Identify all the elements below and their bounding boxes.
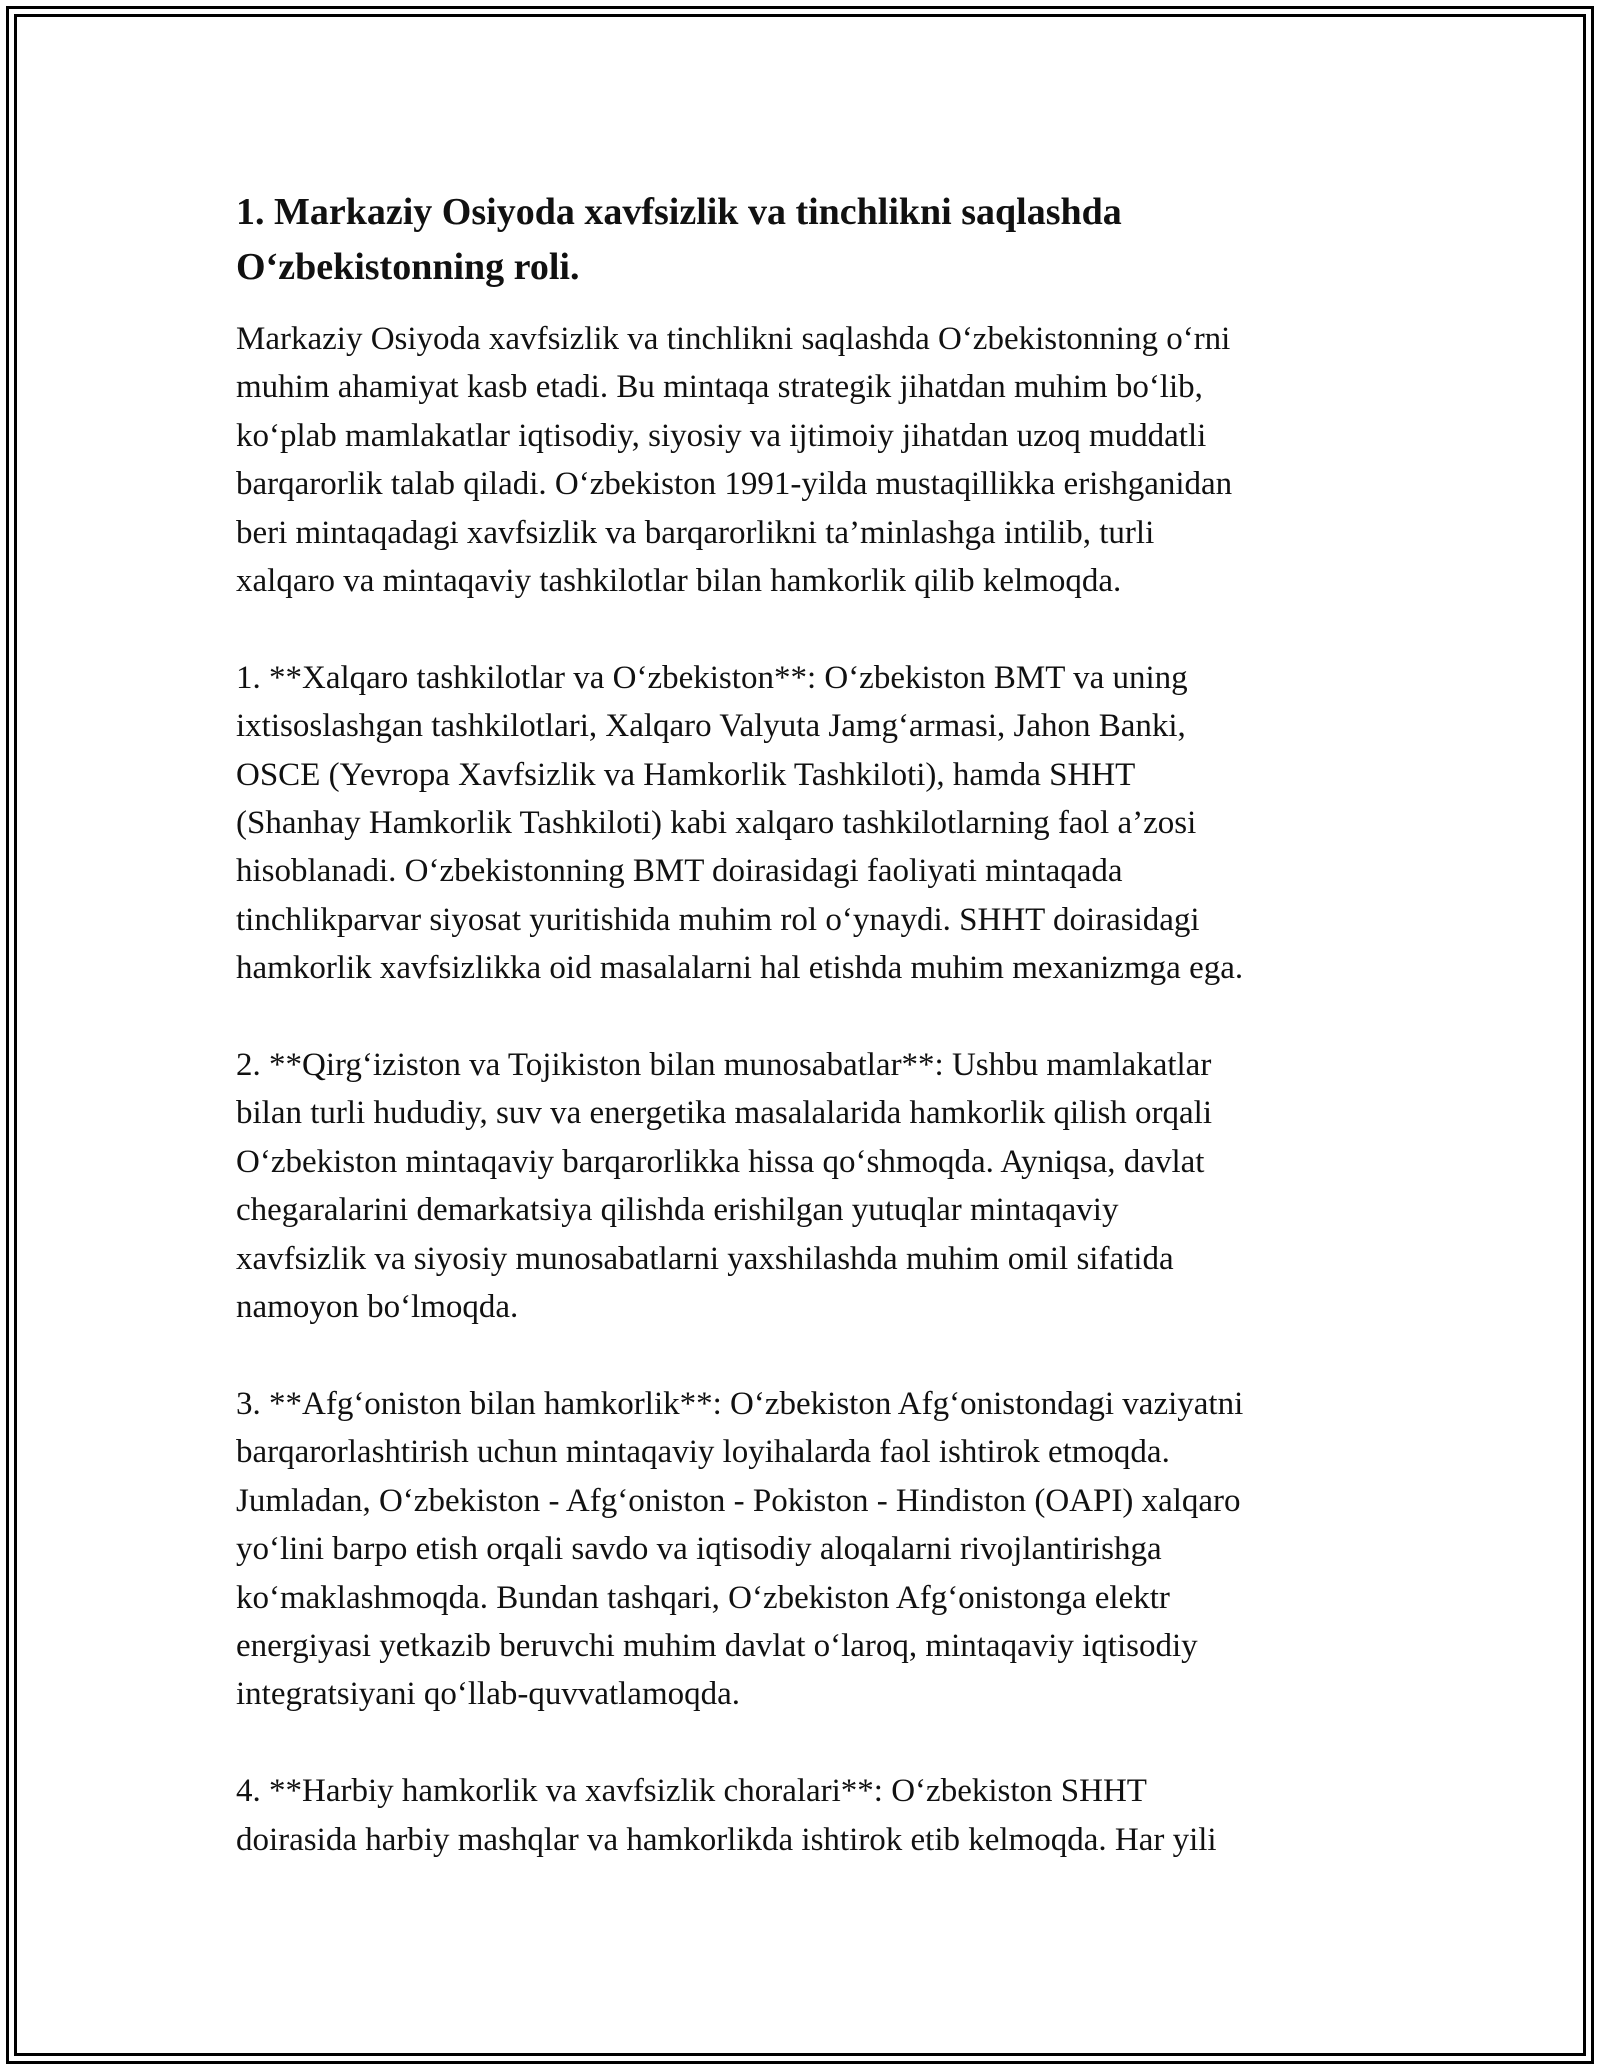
intro-paragraph: Markaziy Osiyoda xavfsizlik va tinchlikni saqlashda O‘zbekistonning o‘rni muhim ahamiyat kasb etadi. Bu mintaqa strategik jihatdan muhim bo‘lib, ko‘plab mamlakatlar iqtisodiy, siyosiy va ijtimoiy jihatdan uzoq muddatli barqarorlik talab qiladi. O‘zbekiston 1991-yilda mustaqillikka erishganidan beri mintaqadagi xavfsizlik va barqarorlikni ta’minlashga intilib, turli xalqaro va mintaqaviy tashkilotlar bilan hamkorlik qilib kelmoqda. bbox=[236, 321, 1233, 600]
document-title: 1. Markaziy Osiyoda xavfsizlik va tinchlikni saqlashda O‘zbekistonning roli. bbox=[236, 191, 1122, 288]
section-afghanistan: 3. **Afg‘oniston bilan hamkorlik**: O‘zbekiston Afg‘onistondagi vaziyatni barqarorlashtirish uchun mintaqaviy loyihalarda faol ishtirok etmoqda. Jumladan, O‘zbekiston - Afg‘oniston - Pokiston - Hindiston (OAPI) xalqaro yo‘lini barpo etish orqali savdo va iqtisodiy aloqalarni rivojlantirishga ko‘maklashmoqda. Bundan tashqari, O‘zbekiston Afg‘onistonga elektr energiyasi yetkazib beruvchi muhim davlat o‘laroq, mintaqaviy iqtisodiy integratsiyani qo‘llab-quvvatlamoqda. bbox=[236, 1385, 1244, 1713]
section-military-cooperation: 4. **Harbiy hamkorlik va xavfsizlik choralari**: O‘zbekiston SHHT doirasida harbiy mashqlar va hamkorlikda ishtirok etib kelmoqda. Har yili bbox=[236, 1773, 1217, 1858]
section-international-organizations: 1. **Xalqaro tashkilotlar va O‘zbekiston**: O‘zbekiston BMT va uning ixtisoslashgan tashkilotlari, Xalqaro Valyuta Jamg‘armasi, Jahon Banki, OSCE (Yevropa Xavfsizlik va Hamkorlik Tashkiloti), hamda SHHT (Shanhay Hamkorlik Tashkiloti) kabi xalqaro tashkilotlarning faol a’zosi hisoblanadi. O‘zbekistonning BMT doirasidagi faoliyati mintaqada tinchlikparvar siyosat yuritishida muhim rol o‘ynaydi. SHHT doirasidagi hamkorlik xavfsizlikka oid masalalarni hal etishda muhim mexanizmga ega. bbox=[236, 659, 1244, 987]
section-kyrgyzstan-tajikistan: 2. **Qirg‘iziston va Tojikiston bilan munosabatlar**: Ushbu mamlakatlar bilan turli hududiy, suv va energetika masalalarida hamkorlik qilish orqali O‘zbekiston mintaqaviy barqarorlikka hissa qo‘shmoqda. Ayniqsa, davlat chegaralarini demarkatsiya qilishda erishilgan yutuqlar mintaqaviy xavfsizlik va siyosiy munosabatlarni yaxshilashda muhim omil sifatida namoyon bo‘lmoqda. bbox=[236, 1047, 1213, 1326]
document-body bbox=[236, 185, 1366, 1864]
